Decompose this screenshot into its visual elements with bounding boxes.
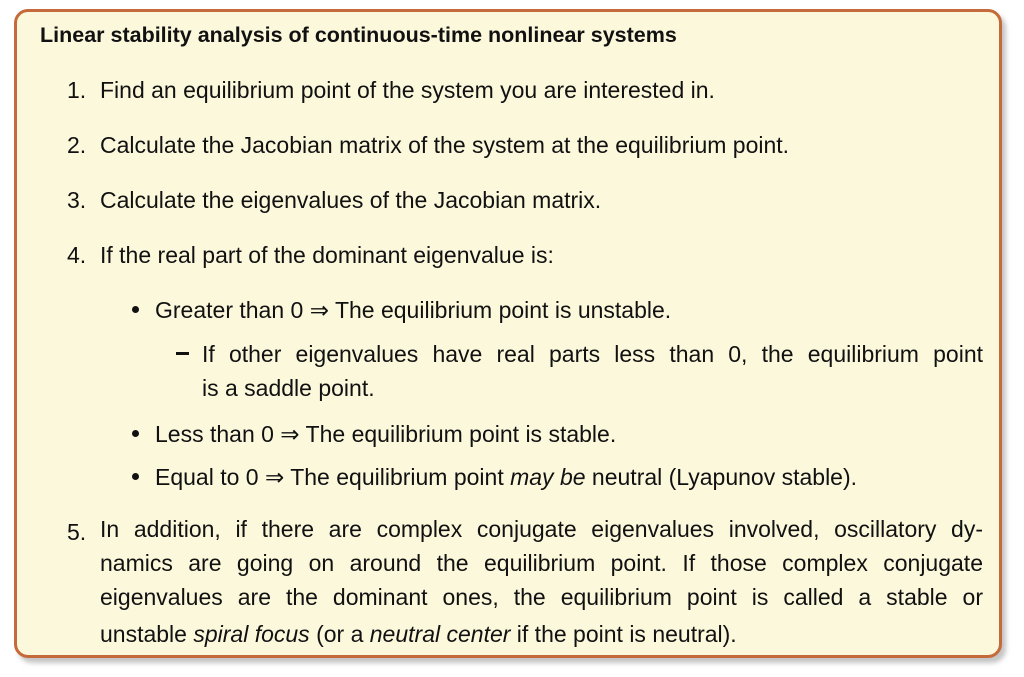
bullet-icon	[132, 306, 139, 313]
step-number: 4.	[67, 242, 87, 268]
step5-line1: In addition, if there are complex conjugate eigenvalues involved, oscillatory dy-	[100, 516, 983, 542]
step5-line4: unstable spiral focus (or a neutral center if the point is neutral).	[100, 621, 737, 647]
emphasis: neutral center	[369, 621, 511, 647]
step-text: Calculate the Jacobian matrix of the system at the equilibrium point.	[100, 132, 790, 158]
definition-box	[14, 9, 1002, 658]
bullet-icon	[132, 473, 139, 480]
case-saddle-line1: If other eigenvalues have real parts less than 0, the equilibrium point	[202, 341, 983, 367]
step-text: Find an equilibrium point of the system you are interested in.	[100, 77, 715, 103]
box-title: Linear stability analysis of continuous-time nonlinear systems	[40, 23, 677, 47]
case-equal: Equal to 0 ⇒ The equilibrium point may be neutral (Lyapunov stable).	[155, 464, 858, 490]
step5-line3: eigenvalues are the dominant ones, the equilibrium point is called a stable or	[100, 584, 983, 610]
step-text: Calculate the eigenvalues of the Jacobian matrix.	[100, 187, 602, 213]
bullet-icon	[132, 430, 139, 437]
step-number: 5.	[67, 519, 87, 545]
step-number: 2.	[67, 132, 87, 158]
case-greater: Greater than 0 ⇒ The equilibrium point is unstable.	[155, 297, 672, 323]
step-number: 1.	[67, 77, 87, 103]
dash-icon	[176, 352, 189, 355]
case-saddle-line2: is a saddle point.	[202, 375, 375, 401]
emphasis: spiral focus	[193, 621, 310, 647]
step-text: If the real part of the dominant eigenvalue is:	[100, 242, 554, 268]
emphasis: may be	[510, 464, 586, 490]
step5-line2: namics are going on around the equilibrium point. If those complex conjugate	[100, 550, 983, 576]
case-less: Less than 0 ⇒ The equilibrium point is stable.	[155, 421, 617, 447]
step-number: 3.	[67, 187, 87, 213]
